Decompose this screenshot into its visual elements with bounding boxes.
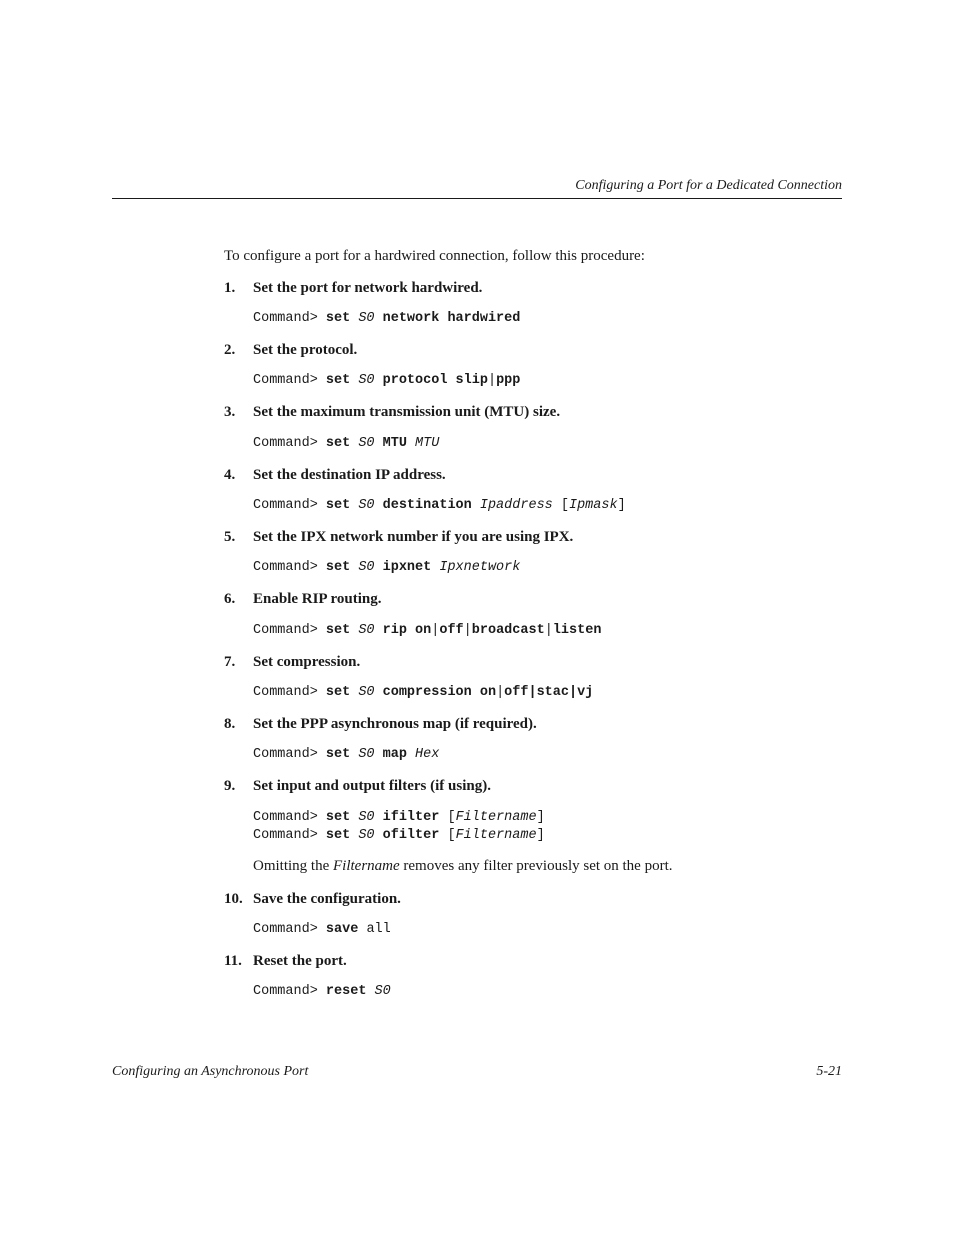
step-title: Set the IPX network number if you are using IPX. bbox=[253, 529, 574, 545]
procedure-step-8 bbox=[224, 716, 844, 762]
intro-paragraph: To configure a port for a hardwired connection, follow this procedure: bbox=[224, 248, 645, 264]
command-line: Command> set S0 destination Ipaddress [Ipmask] bbox=[253, 498, 626, 513]
procedure-step-6 bbox=[224, 591, 844, 638]
procedure-step-7 bbox=[224, 654, 844, 700]
command-line: Command> reset S0 bbox=[253, 984, 391, 999]
procedure-step-9 bbox=[224, 778, 844, 874]
command-line: Command> set S0 compression on|off|stac|vj bbox=[253, 685, 594, 700]
step-note: Omitting the Filtername removes any filter previously set on the port. bbox=[253, 858, 673, 874]
procedure-step-5 bbox=[224, 529, 844, 575]
step-number: 10. bbox=[224, 891, 243, 907]
step-number: 9. bbox=[224, 778, 236, 794]
header-rule bbox=[112, 198, 842, 199]
command-line: Command> set S0 MTU MTU bbox=[253, 436, 440, 451]
command-line: Command> set S0 ofilter [Filtername] bbox=[253, 828, 545, 843]
step-title: Set the protocol. bbox=[253, 342, 358, 358]
procedure-step-3 bbox=[224, 404, 844, 451]
step-number: 7. bbox=[224, 654, 236, 670]
command-line: Command> set S0 protocol slip|ppp bbox=[253, 373, 521, 388]
running-footer: Configuring an Asynchronous Port bbox=[112, 1064, 309, 1079]
step-number: 4. bbox=[224, 467, 236, 483]
step-title: Save the configuration. bbox=[253, 891, 401, 907]
step-title: Set the PPP asynchronous map (if required). bbox=[253, 716, 537, 732]
command-line: Command> set S0 ipxnet Ipxnetwork bbox=[253, 560, 521, 575]
procedure-step-2 bbox=[224, 342, 844, 388]
step-title: Reset the port. bbox=[253, 953, 347, 969]
procedure-step-10 bbox=[224, 891, 844, 937]
step-number: 5. bbox=[224, 529, 236, 545]
step-title: Enable RIP routing. bbox=[253, 591, 382, 607]
command-line: Command> set S0 map Hex bbox=[253, 747, 440, 762]
command-line: Command> save all bbox=[253, 922, 391, 937]
step-title: Set compression. bbox=[253, 654, 361, 670]
step-number: 6. bbox=[224, 591, 236, 607]
step-number: 11. bbox=[224, 953, 242, 969]
procedure-step-4 bbox=[224, 467, 844, 513]
step-number: 3. bbox=[224, 404, 236, 420]
step-title: Set the maximum transmission unit (MTU) size. bbox=[253, 404, 561, 420]
procedure-step-11 bbox=[224, 953, 844, 999]
command-line: Command> set S0 ifilter [Filtername] bbox=[253, 810, 545, 825]
step-title: Set input and output filters (if using). bbox=[253, 778, 491, 794]
step-title: Set the destination IP address. bbox=[253, 467, 446, 483]
step-number: 8. bbox=[224, 716, 236, 732]
step-title: Set the port for network hardwired. bbox=[253, 280, 483, 296]
step-number: 2. bbox=[224, 342, 236, 358]
page-number: 5-21 bbox=[816, 1064, 842, 1079]
running-header: Configuring a Port for a Dedicated Connection bbox=[575, 178, 842, 193]
command-line: Command> set S0 network hardwired bbox=[253, 311, 521, 326]
procedure-step-1 bbox=[224, 280, 844, 326]
step-number: 1. bbox=[224, 280, 236, 296]
command-line: Command> set S0 rip on|off|broadcast|listen bbox=[253, 623, 602, 638]
